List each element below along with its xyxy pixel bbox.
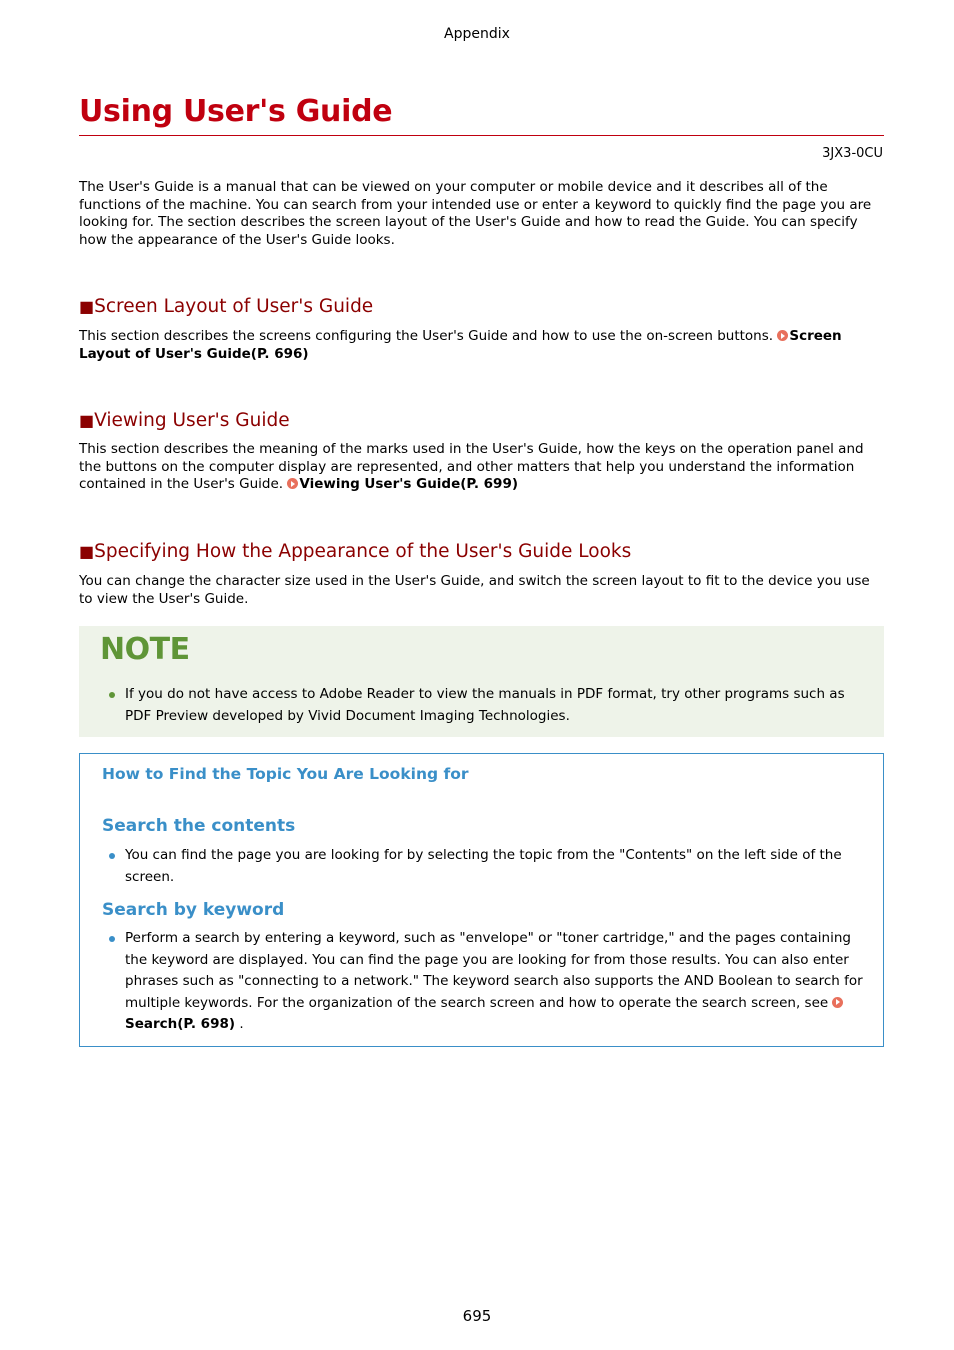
search-page-link[interactable]: Search(P. 698): [125, 1016, 236, 1032]
section-body-text: This section describes the screens configuring the User's Guide and how to use the on-screen buttons.: [79, 328, 778, 344]
search-contents-text: You can find the page you are looking for by selecting the topic from the "Contents" on the left side of the screen.: [125, 847, 842, 885]
search-keyword-heading: Search by keyword: [102, 900, 285, 920]
section-body-appearance: You can change the character size used in the User's Guide, and switch the screen layout to fit to the device you use to view the User's Guide.: [79, 573, 870, 607]
section-heading-viewing: [79, 410, 290, 431]
square-bullet-icon: ■: [79, 297, 95, 316]
section-heading-appearance: [79, 541, 631, 562]
page-number: 695: [462, 1307, 492, 1325]
search-keyword-item: [125, 928, 865, 1036]
find-topic-title: How to Find the Topic You Are Looking for: [102, 765, 469, 783]
link-arrow-icon: [832, 997, 843, 1008]
search-keyword-text: Perform a search by entering a keyword, such as "envelope" or "toner cartridge," and the pages containing the keyword are displayed. You can find the page you are looking for from those results. You can also enter phrases such as "connecting to a network." The keyword search also supports the AND Boolean to search for multiple keywords. For the organization of the search screen and how to operate the search screen, see: [125, 930, 863, 1011]
bullet-dot-icon: [109, 692, 115, 698]
link-label: Viewing User's Guide(P. 699): [299, 476, 519, 492]
section-heading-text: Viewing User's Guide: [94, 410, 290, 431]
section-body-screen-layout: [79, 328, 884, 363]
bullet-dot-icon: [109, 853, 115, 859]
note-box: [79, 626, 884, 737]
note-title: NOTE: [100, 632, 190, 667]
section-body-viewing: [79, 441, 884, 494]
search-contents-heading: Search the contents: [102, 816, 296, 836]
section-heading-text: Screen Layout of User's Guide: [94, 296, 374, 317]
title-divider: [79, 135, 884, 136]
link-arrow-icon: [777, 330, 788, 341]
link-label: Screen Layout of User's Guide(P. 696): [79, 328, 842, 362]
section-body-text: This section describes the meaning of the marks used in the User's Guide, how the keys on the operation panel and the buttons on the computer display are represented, and other matters that help you understand the information contained in the User's Guide.: [79, 441, 864, 492]
page-header: Appendix: [444, 26, 510, 42]
section-heading-text: Specifying How the Appearance of the User's Guide Looks: [94, 541, 632, 562]
intro-paragraph: The User's Guide is a manual that can be viewed on your computer or mobile device and it describes all of the functions of the machine. You can search from your intended use or enter a keyword to quickly find the page you are looking for. The section describes the screen layout of the User's Guide and how to read the Guide. You can specify how the appearance of the User's Guide looks.: [79, 179, 872, 248]
page-title: Using User's Guide: [79, 94, 393, 129]
search-contents-item: [125, 845, 865, 888]
document-id: 3JX3-0CU: [822, 146, 883, 161]
section-heading-screen-layout: [79, 296, 373, 317]
bullet-dot-icon: [109, 936, 115, 942]
find-topic-box: [79, 753, 884, 1047]
note-item: [125, 684, 855, 727]
search-keyword-tail: .: [235, 1016, 244, 1032]
viewing-guide-link[interactable]: [287, 476, 518, 492]
square-bullet-icon: ■: [79, 411, 95, 430]
link-arrow-icon: [287, 478, 298, 489]
note-item-text: If you do not have access to Adobe Reader to view the manuals in PDF format, try other programs such as PDF Preview developed by Vivid Document Imaging Technologies.: [125, 686, 845, 724]
square-bullet-icon: ■: [79, 542, 95, 561]
